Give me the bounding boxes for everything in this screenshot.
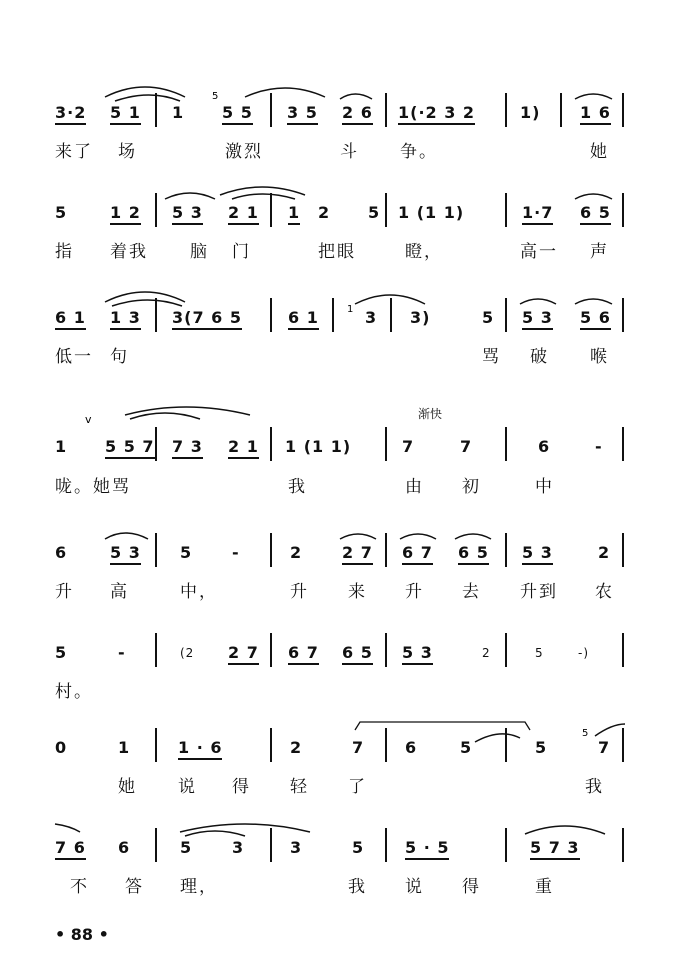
note-group: 1 [118,738,131,757]
note-group: 3 5 [287,103,318,125]
note-group: 1 · 6 [178,738,222,760]
lyric-text: 斗 [340,142,359,162]
lyric-text: 重 [535,877,554,897]
lyric-text: 把眼 [318,242,356,262]
lyric-text: 来了 [55,142,93,162]
note-group: 6 7 [288,643,319,665]
barline [505,193,507,227]
barline [622,298,624,332]
lyric-text: 我 [288,477,307,497]
note-group: 6 [118,838,131,857]
grace-note: 5 [212,91,219,102]
note-group: 7 [598,738,611,757]
lyric-text: 高一 [520,242,558,262]
note-group: 2 [318,203,331,222]
lyric-text: 中 [535,477,554,497]
lyric-text: 破 [530,347,549,367]
note-group: 1 [55,437,68,456]
barline [385,633,387,667]
lyric-text: 着我 [110,242,148,262]
barline [155,298,157,332]
barline [622,193,624,227]
barline [155,193,157,227]
barline [505,298,507,332]
barline [505,828,507,862]
note-group: 3 [232,838,245,857]
lyric-text: 村。 [55,682,93,702]
note-group: - [118,643,126,662]
note-group: -) [578,646,590,660]
note-group: 5 [55,203,68,222]
lyric-text: 去 [462,582,481,602]
note-group: - [232,543,240,562]
note-group: 2 [290,543,303,562]
note-group: 7 [460,437,473,456]
barline [155,728,157,762]
barline [270,828,272,862]
barline [270,193,272,227]
barline [505,93,507,127]
note-group: 5 [180,838,193,857]
note-group: 6 [538,437,551,456]
lyric-text: 我 [585,777,604,797]
barline [385,427,387,461]
note-group: 2 7 [342,543,373,565]
lyric-text: 低一 [55,347,93,367]
lyric-text: 脑 [190,242,209,262]
note-group: 5 [482,308,495,327]
tempo-mark: 渐快 [418,407,443,421]
lyric-text: 升 [55,582,74,602]
barline [622,633,624,667]
lyric-text: 初 [462,477,481,497]
note-group: 2 1 [228,437,259,459]
note-group: 2 [290,738,303,757]
note-group: 5 3 [522,543,553,565]
barline [385,828,387,862]
note-group: 5 3 [522,308,553,330]
barline [390,298,392,332]
note-group: 6 5 [458,543,489,565]
note-group: 5 [535,738,548,757]
note-group: 5 5 7 [105,437,155,459]
note-group: 3 [290,838,303,857]
barline [505,427,507,461]
note-group: 6 1 [288,308,319,330]
note-group: 2 [482,646,491,660]
note-group: 5 1 [110,103,141,125]
note-group: 5 · 5 [405,838,449,860]
note-group: 2 6 [342,103,373,125]
note-group: 5 [352,838,365,857]
lyric-text: 不 [70,877,89,897]
note-group: 5 [460,738,473,757]
page-number: • 88 • [55,925,109,944]
lyric-text: 我 [348,877,367,897]
lyric-text: 农 [595,582,614,602]
barline [155,633,157,667]
note-group: 1 (1 1) [285,437,352,456]
lyric-text: 说 [405,877,424,897]
lyric-text: 瞪， [405,242,443,262]
barline [385,533,387,567]
note-group: 6 1 [55,308,86,330]
note-group: - [595,437,603,456]
barline [155,427,157,461]
barline [385,728,387,762]
note-group: 5 3 [110,543,141,565]
note-group: 2 7 [228,643,259,665]
barline [270,633,272,667]
lyric-text: 升 [290,582,309,602]
note-group: 5 [368,203,381,222]
lyric-text: 指 [55,242,74,262]
barline [385,93,387,127]
note-group: 5 6 [580,308,611,330]
note-group: 3(7 6 5 [172,308,242,330]
barline [270,93,272,127]
barline [622,93,624,127]
note-group: 5 7 3 [530,838,580,860]
barline [155,533,157,567]
note-group: 5 [535,646,544,660]
lyric-text: 咙。她骂 [55,477,131,497]
lyric-text: 中， [180,582,218,602]
barline [622,728,624,762]
lyric-text: 激烈 [225,142,263,162]
note-group: 1 (1 1) [398,203,465,222]
note-group: 1 [172,103,185,122]
lyric-text: 得 [232,777,251,797]
note-group: 2 1 [228,203,259,225]
note-group: 1 [288,203,300,225]
lyric-text: 她 [590,142,609,162]
note-group: 5 5 [222,103,253,125]
grace-note: 1 [347,304,354,315]
lyric-text: 喉 [590,347,609,367]
barline [622,427,624,461]
note-group: 3·2 [55,103,86,125]
note-group: 1) [520,103,541,122]
lyric-text: 骂 [482,347,501,367]
note-group: 7 [352,738,365,757]
lyric-text: 高 [110,582,129,602]
barline [385,193,387,227]
lyric-text: 升 [405,582,424,602]
barline [332,298,334,332]
lyric-text: 争。 [400,142,438,162]
note-group: 5 3 [402,643,433,665]
barline [155,828,157,862]
note-group: 7 [402,437,415,456]
lyric-text: 她 [118,777,137,797]
note-group: 5 [180,543,193,562]
note-group: 1 2 [110,203,141,225]
barline [155,93,157,127]
note-group: 6 [405,738,418,757]
barline [270,298,272,332]
note-group: 5 3 [172,203,203,225]
note-group: 5 [55,643,68,662]
lyric-text: 声 [590,242,609,262]
note-group: 1·7 [522,203,553,225]
barline [622,533,624,567]
note-group: 0 [55,738,68,757]
barline [622,828,624,862]
grace-note: 5 [582,728,589,739]
lyric-text: 理， [180,877,218,897]
barline [505,633,507,667]
barline [270,427,272,461]
lyric-text: 了 [348,777,367,797]
lyric-text: 轻 [290,777,309,797]
note-group: 7 6 [55,838,86,860]
note-group: 1(·2 3 2 [398,103,475,125]
note-group: (2 [180,646,195,660]
lyric-text: 来 [348,582,367,602]
lyric-text: 场 [118,142,137,162]
lyric-text: 句 [110,347,129,367]
note-group: 6 5 [580,203,611,225]
note-group: 1 3 [110,308,141,330]
note-group: 1 6 [580,103,611,125]
note-group: 6 [55,543,68,562]
lyric-text: 升到 [520,582,558,602]
lyric-text: 门 [232,242,251,262]
barline [505,533,507,567]
lyric-text: 得 [462,877,481,897]
note-group: 6 7 [402,543,433,565]
barline [270,728,272,762]
barline [560,93,562,127]
lyric-text: 答 [125,877,144,897]
breath-mark: v [85,413,92,426]
note-group: 3 [365,308,378,327]
barline [505,728,507,762]
lyric-text: 说 [178,777,197,797]
note-group: 3) [410,308,431,327]
note-group: 2 [598,543,611,562]
lyric-text: 由 [405,477,424,497]
note-group: 7 3 [172,437,203,459]
barline [270,533,272,567]
note-group: 6 5 [342,643,373,665]
